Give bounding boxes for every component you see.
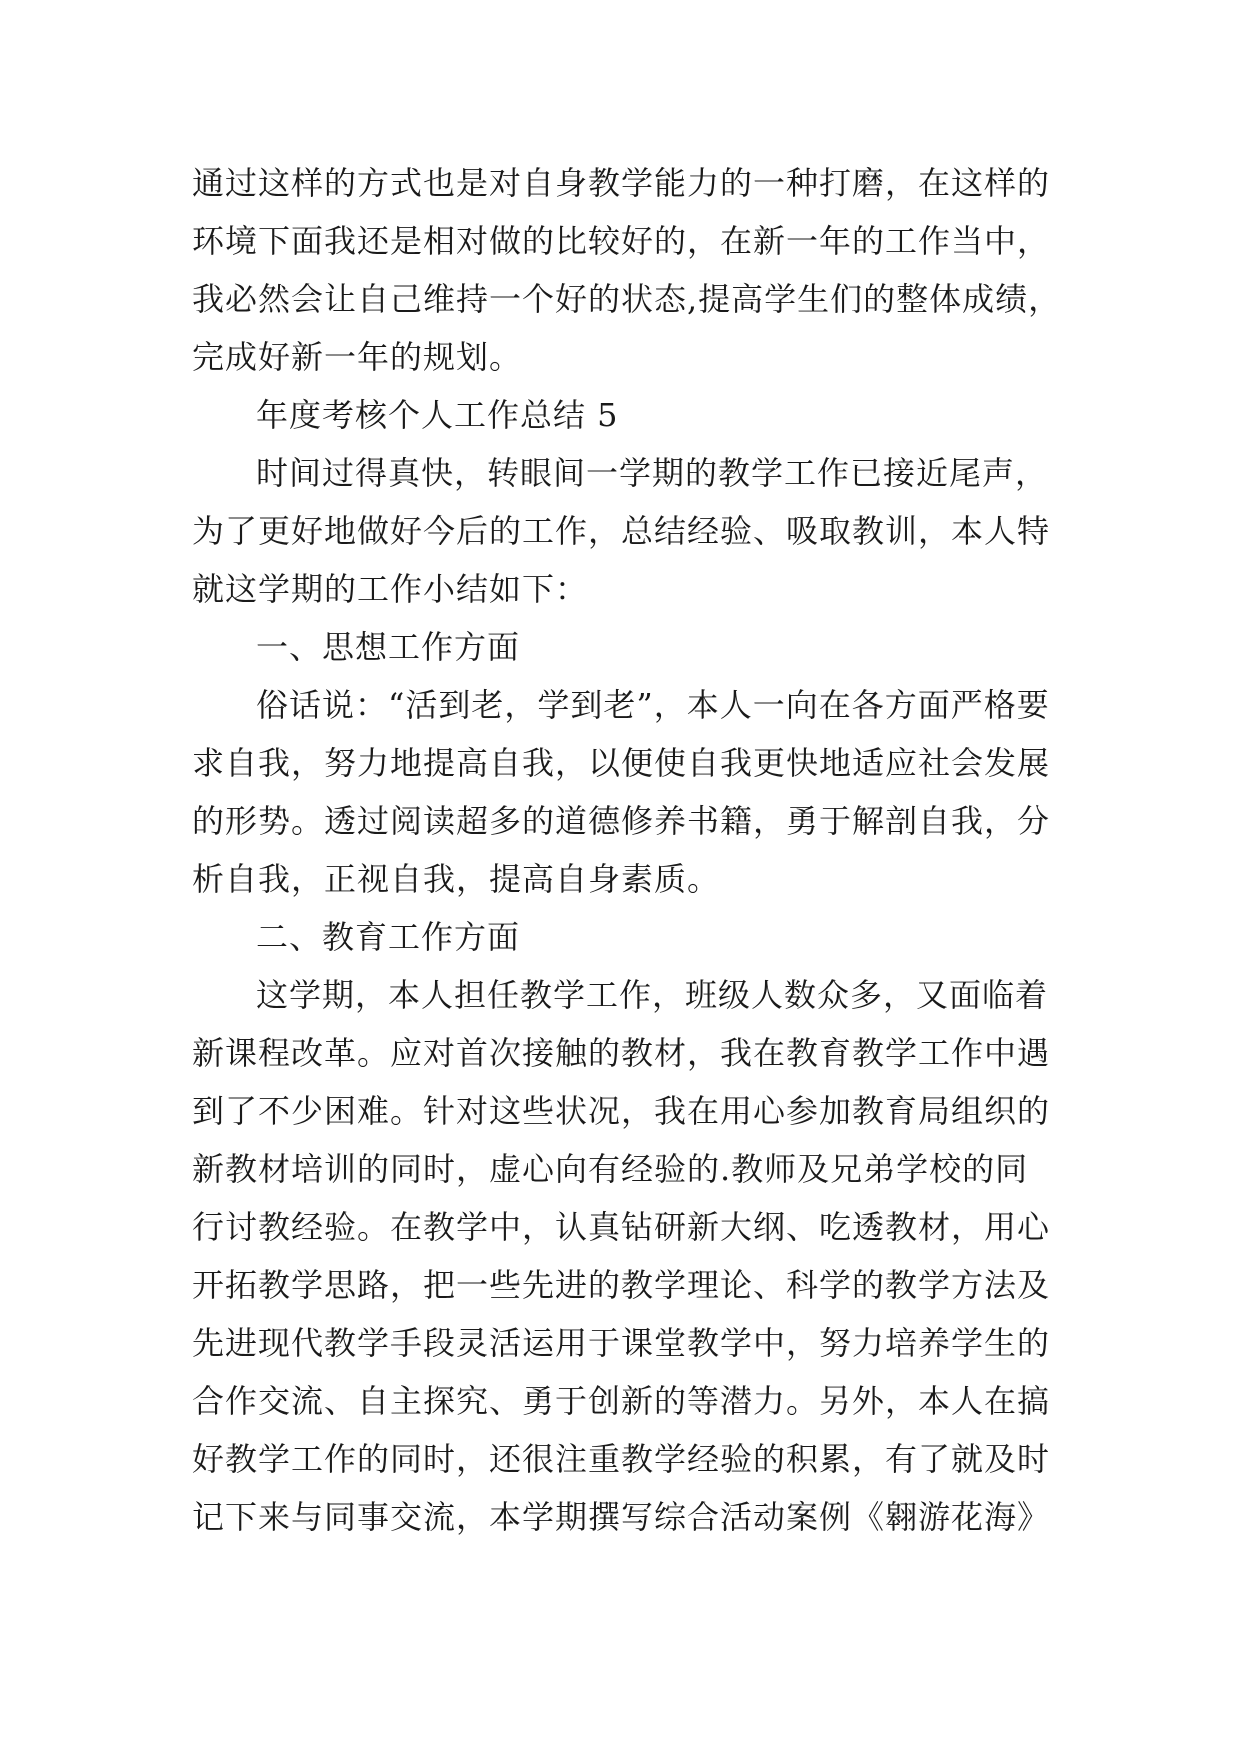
- body-line: 这学期，本人担任教学工作，班级人数众多，又面临着: [256, 976, 1049, 1014]
- body-line: 为了更好地做好今后的工作，总结经验、吸取教训，本人特: [192, 512, 1051, 550]
- body-line: 我必然会让自己维持一个好的状态,提高学生们的整体成绩，: [192, 280, 1062, 318]
- body-line: 环境下面我还是相对做的比较好的，在新一年的工作当中，: [192, 222, 1051, 260]
- body-line: 到了不少困难。针对这些状况，我在用心参加教育局组织的: [192, 1092, 1051, 1130]
- body-line: 的形势。透过阅读超多的道德修养书籍，勇于解剖自我，分: [192, 802, 1051, 840]
- body-line: 记下来与同事交流，本学期撰写综合活动案例《翱游花海》: [192, 1498, 1051, 1536]
- body-line: 新课程改革。应对首次接触的教材，我在教育教学工作中遇: [192, 1034, 1051, 1072]
- body-line: 求自我，努力地提高自我，以便使自我更快地适应社会发展: [192, 744, 1051, 782]
- body-line: 开拓教学思路，把一些先进的教学理论、科学的教学方法及: [192, 1266, 1051, 1304]
- subsection-heading: 一、思想工作方面: [256, 628, 521, 666]
- body-line: 先进现代教学手段灵活运用于课堂教学中，努力培养学生的: [192, 1324, 1051, 1362]
- body-line: 新教材培训的同时，虚心向有经验的.教师及兄弟学校的同: [192, 1150, 1029, 1188]
- section-heading: 年度考核个人工作总结 5: [256, 396, 619, 434]
- body-line: 好教学工作的同时，还很注重教学经验的积累，有了就及时: [192, 1440, 1051, 1478]
- body-line: 通过这样的方式也是对自身教学能力的一种打磨，在这样的: [192, 164, 1051, 202]
- body-line: 行讨教经验。在教学中，认真钻研新大纲、吃透教材，用心: [192, 1208, 1051, 1246]
- body-line: 就这学期的工作小结如下：: [192, 570, 589, 608]
- body-line: 时间过得真快，转眼间一学期的教学工作已接近尾声，: [256, 454, 1049, 492]
- body-line: 俗话说：“活到老，学到老”，本人一向在各方面严格要: [256, 686, 1050, 724]
- body-line: 析自我，正视自我，提高自身素质。: [192, 860, 721, 898]
- body-line: 完成好新一年的规划。: [192, 338, 523, 376]
- body-line: 合作交流、自主探究、勇于创新的等潜力。另外，本人在搞: [192, 1382, 1051, 1420]
- subsection-heading: 二、教育工作方面: [256, 918, 521, 956]
